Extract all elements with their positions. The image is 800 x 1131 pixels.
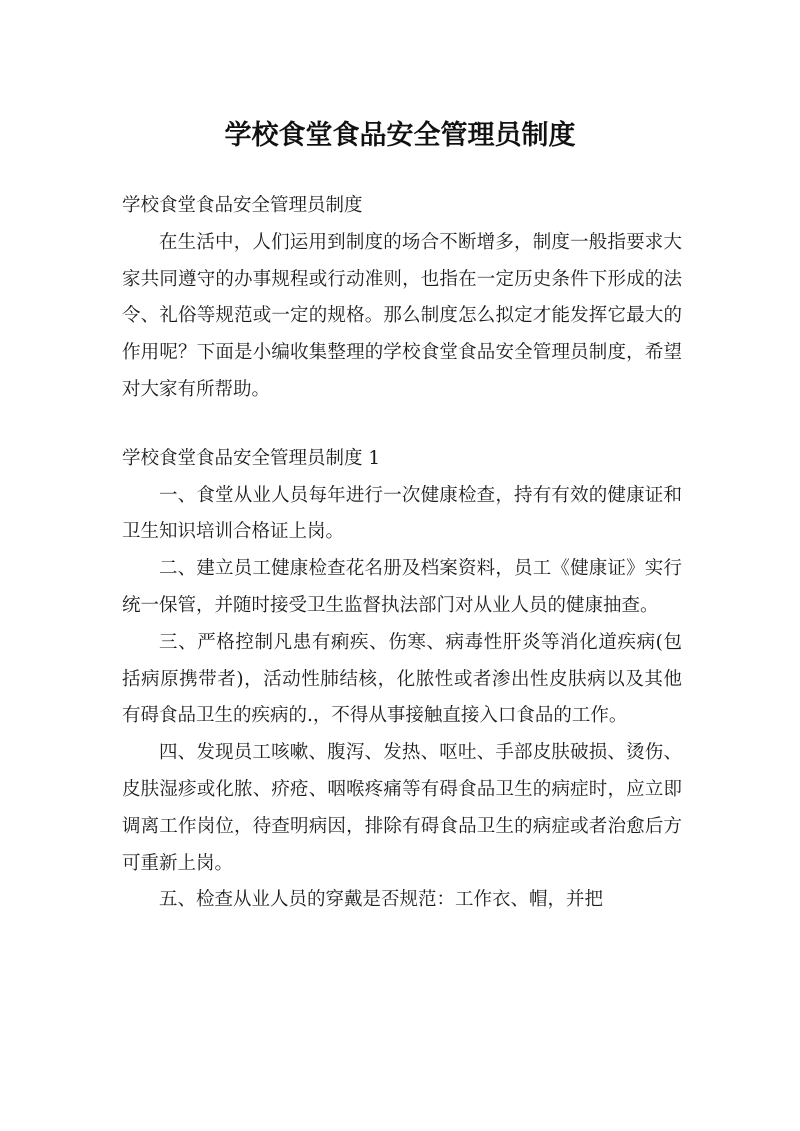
document-title: 学校食堂食品安全管理员制度 [224, 120, 576, 152]
rule-item-4: 四、发现员工咳嗽、腹泻、发热、呕吐、手部皮肤破损、烫伤、皮肤湿疹或化脓、疥疮、咽喉疼痛等有碍食品卫生的病症时，应立即调离工作岗位，待查明病因，排除有碍食品卫生的病症或者治愈后方可重新上岗。 [122, 742, 682, 874]
rule-item-1: 一、食堂从业人员每年进行一次健康检查，持有有效的健康证和卫生知识培训合格证上岗。 [122, 484, 682, 543]
rule-item-3: 三、严格控制凡患有痢疾、伤寒、病毒性肝炎等消化道疾病(包括病原携带者)，活动性肺结核，化脓性或者渗出性皮肤病以及其他有碍食品卫生的疾病的.，不得从事接触直接入口食品的工作。 [122, 631, 682, 727]
rule-item-2: 二、建立员工健康检查花名册及档案资料，员工《健康证》实行统一保管，并随时接受卫生监督执法部门对从业人员的健康抽查。 [122, 558, 682, 616]
intro-heading: 学校食堂食品安全管理员制度 [122, 195, 363, 216]
document-body [122, 188, 682, 919]
rule-item-5: 五、检查从业人员的穿戴是否规范：工作衣、帽，并把 [159, 889, 604, 911]
section-heading: 学校食堂食品安全管理员制度 1 [122, 447, 381, 469]
section-gap [122, 409, 682, 441]
intro-paragraph: 在生活中，人们运用到制度的场合不断增多，制度一般指要求大家共同遵守的办事规程或行动准则，也指在一定历史条件下形成的法令、礼俗等规范或一定的规格。那么制度怎么拟定才能发挥它最大的作用呢？下面是小编收集整理的学校食堂食品安全管理员制度，希望对大家有所帮助。 [122, 231, 682, 400]
